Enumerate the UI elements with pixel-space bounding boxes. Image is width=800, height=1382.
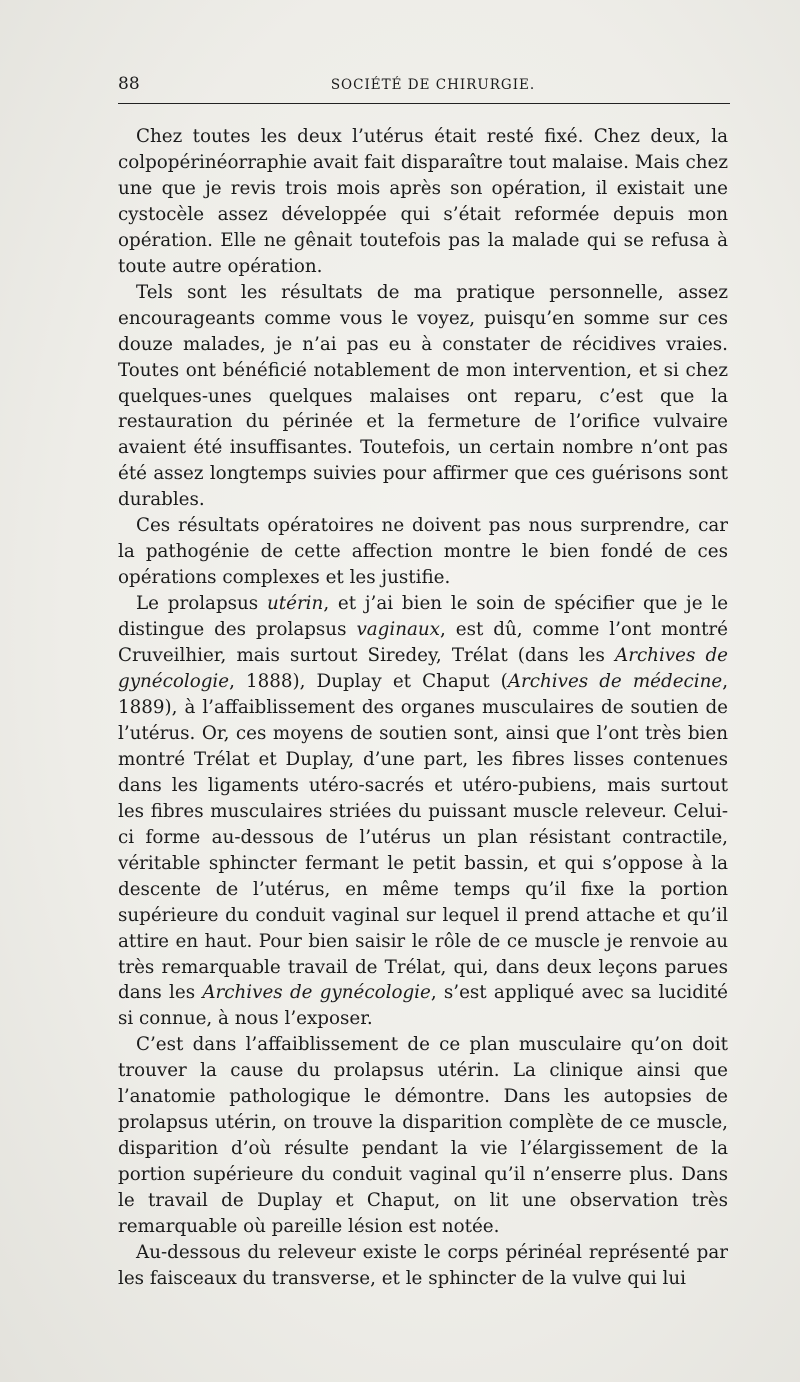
- paragraph: [118, 591, 728, 1032]
- italic-text: Archives de gynécologie: [202, 982, 431, 1004]
- text-segment: C’est dans l’affaiblissement de ce plan musculaire qu’on doit trouver la cause du prolapsus utérin. La clinique ainsi que l’anatomie pathologique le démontre. Dans les autopsies de prolapsus utérin, on trouve la disparition complète de ce muscle, disparition d’où résulte pendant la vie l’élargissement de la portion supérieure du conduit vaginal qu’il n’enserre plus. Dans le travail de Duplay et Chaput, on lit une observation très remarquable où pareille lésion est notée.: [118, 1034, 728, 1238]
- header-rule: [118, 103, 730, 104]
- italic-text: utérin: [267, 593, 324, 615]
- paragraph: [118, 1240, 728, 1292]
- text-segment: Ces résultats opératoires ne doivent pas nous surprendre, car la pathogénie de cette affection montre le bien fondé de ces opérations complexes et les justifie.: [118, 515, 728, 589]
- italic-text: vaginaux: [356, 619, 440, 641]
- paragraph: [118, 124, 728, 280]
- text-segment: , s’est appliqué avec sa lucidité si connue, à nous l’exposer.: [118, 982, 728, 1030]
- page-number: 88: [118, 74, 140, 94]
- text-segment: Chez toutes les deux l’utérus était resté fixé. Chez deux, la colpopérinéorraphie avait fait disparaître tout malaise. Mais chez une que je revis trois mois après son opération, il existait une cystocèle assez développée qui s’était reformée depuis mon opération. Elle ne gênait toutefois pas la malade qui se refusa à toute autre opération.: [118, 126, 728, 277]
- paragraph: [118, 280, 728, 514]
- text-segment: Le prolapsus: [136, 593, 267, 615]
- text-segment: Tels sont les résultats de ma pratique personnelle, assez encourageants comme vous le voyez, puisqu’en somme sur ces douze malades, je n’ai pas eu à constater de récidives vraies. Toutes ont bénéficié notablement de mon intervention, et si chez quelques-unes quelques malaises ont reparu, c’est que la restauration du périnée et la fermeture de l’orifice vulvaire avaient été insuffisantes. Toutefois, un certain nombre n’ont pas été assez longtemps suivies pour affirmer que ces guérisons sont durables.: [118, 281, 728, 511]
- running-head: SOCIÉTÉ DE CHIRURGIE.: [330, 77, 536, 93]
- text-segment: , et j’ai bien le soin de spécifier que je le distingue des prolapsus: [118, 593, 729, 641]
- italic-text: Archives de gynécologie: [118, 645, 728, 693]
- text-segment: , est dû, comme l’ont montré Cruveilhier, mais surtout Siredey, Trélat (dans les: [118, 619, 728, 667]
- paragraph: [118, 513, 728, 591]
- text-segment: , 1889), à l’affaiblissement des organes musculaires de soutien de l’utérus. Or, ces moyens de soutien sont, ainsi que l’ont très bien montré Trélat et Duplay, d’une part, les fibres lisses contenues dans les ligaments utéro-sacrés et utéro-pubiens, mais surtout les fibres musculaires striées du puissant muscle releveur. Celui-ci forme au-dessous de l’utérus un plan résistant contractile, véritable sphincter fermant le petit bassin, et qui s’oppose à la descente de l’utérus, en même temps qu’il fixe la portion supérieure du conduit vaginal sur lequel il prend attache et qu’il attire en haut. Pour bien saisir le rôle de ce muscle je renvoie au très remarquable travail de Trélat, qui, dans deux leçons parues dans les: [118, 671, 729, 1004]
- paragraph: [118, 1032, 728, 1240]
- text-segment: , 1888), Duplay et Chaput (: [229, 671, 508, 693]
- text-segment: Au-dessous du releveur existe le corps périnéal représenté par les faisceaux du transverse, et le sphincter de la vulve qui lui: [118, 1241, 728, 1289]
- page-header: [118, 74, 730, 96]
- italic-text: Archives de médecine: [507, 671, 723, 693]
- body-text: [118, 124, 728, 1292]
